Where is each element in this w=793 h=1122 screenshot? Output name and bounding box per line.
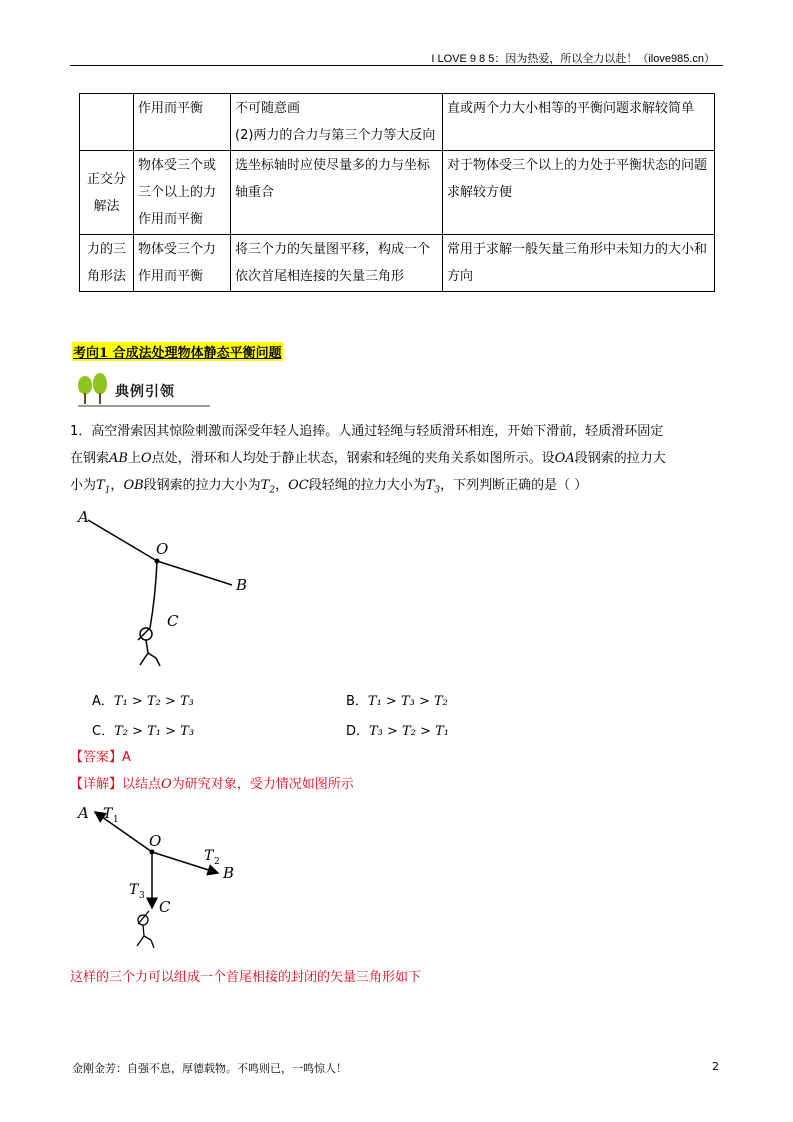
table-cell: 力的三角形法 — [80, 235, 134, 292]
math-symbol: O — [140, 451, 152, 466]
person-icon — [138, 628, 160, 666]
label-c: C — [159, 898, 171, 916]
math-symbol: OA — [554, 451, 575, 466]
math-symbol: OB — [123, 478, 144, 493]
page-header — [70, 46, 723, 66]
option-expression: T₃ > T₂ > T₁ — [369, 724, 449, 739]
option-d[interactable] — [346, 720, 449, 739]
header-text: I LOVE 9 8 5：因为热爱，所以全力以赴！（ilove985.cn） — [431, 53, 715, 65]
detail-label: 【详解】 — [70, 777, 123, 792]
answer-line — [70, 744, 722, 771]
table-cell: 将三个力的矢量图平移，构成一个依次首尾相连接的矢量三角形 — [231, 235, 443, 292]
table-cell: 常用于求解一般矢量三角形中未知力的大小和方向 — [443, 235, 715, 292]
question-line-1 — [70, 418, 722, 445]
question-text: 段钢索的拉力大小为 — [143, 478, 261, 493]
label-t3-sub: 3 — [139, 891, 145, 901]
cable-oa — [88, 520, 157, 561]
tree-icon — [78, 376, 92, 394]
label-c: C — [167, 612, 179, 630]
label-a: A — [78, 510, 89, 526]
table-cell: 物体受三个力作用而平衡 — [134, 235, 231, 292]
label-a: A — [78, 804, 89, 822]
node-o — [150, 850, 155, 855]
question-text: ， — [110, 478, 124, 493]
question-text: 在钢索 — [70, 451, 110, 466]
ring-o — [155, 559, 160, 564]
table-row — [80, 235, 715, 292]
table-cell: 直或两个力大小相等的平衡问题求解较简单 — [443, 94, 715, 151]
label-t1: T — [103, 806, 113, 822]
closing-line: 这样的三个力可以组成一个首尾相接的封闭的矢量三角形如下 — [70, 970, 422, 985]
option-a[interactable] — [92, 690, 194, 709]
math-subscript: 2 — [269, 485, 276, 496]
label-t2: T — [204, 848, 214, 864]
label-o: O — [149, 832, 162, 850]
question-text: 上 — [127, 451, 141, 466]
table-cell: 正交分解法 — [80, 151, 134, 235]
question-text: ， — [275, 478, 289, 493]
question-text: 点处，滑环和人均处于静止状态，钢索和轻绳的夹角关系如图所示。设 — [151, 451, 555, 466]
math-symbol: T — [425, 478, 435, 493]
label-t3: T — [129, 882, 139, 898]
math-subscript: 1 — [104, 485, 111, 496]
table-row — [80, 151, 715, 235]
math-symbol: T — [260, 478, 270, 493]
question-line-2 — [70, 445, 722, 472]
force-diagram — [70, 796, 270, 961]
detail-line — [70, 771, 722, 798]
answer-label: 【答案】 — [70, 750, 123, 765]
math-symbol: T — [96, 478, 105, 493]
question-text: ，下列判断正确的是（ ） — [440, 478, 588, 493]
question-text: 段钢索的拉力大 — [574, 451, 666, 466]
label-o: O — [156, 540, 169, 558]
option-b[interactable] — [346, 690, 448, 709]
option-c[interactable] — [92, 720, 194, 739]
question-text: 1．高空滑索因其惊险刺激而深受年轻人追捧。人通过轻绳与轻质滑环相连，开始下滑前，轻质滑环固定 — [70, 424, 664, 439]
math-symbol: OC — [288, 478, 309, 493]
answer-value: A — [122, 750, 131, 765]
option-expression: T₁ > T₂ > T₃ — [113, 694, 194, 709]
label-b: B — [223, 864, 235, 882]
footer-motto: 金刚金芳：自强不息，厚德载物。不鸣则已，一鸣惊人！ — [72, 1062, 347, 1075]
banner-title: 典例引领 — [115, 384, 175, 400]
zipline-figure — [70, 510, 280, 680]
table-cell: 物体受三个或三个以上的力作用而平衡 — [134, 151, 231, 235]
option-label: C． — [92, 724, 115, 739]
page-number: 2 — [712, 1060, 719, 1073]
question-text: 小为 — [70, 478, 97, 493]
option-label: D． — [346, 724, 370, 739]
math-symbol: AB — [109, 451, 128, 466]
table-cell — [231, 94, 443, 151]
tree-icon — [93, 373, 107, 394]
option-expression: T₁ > T₃ > T₂ — [367, 694, 448, 709]
cable-ob — [157, 561, 232, 585]
table-cell — [80, 94, 134, 151]
math-subscript: 3 — [434, 485, 441, 496]
tree-trunk — [99, 393, 101, 404]
detail-text: 以结点 — [122, 777, 162, 792]
person-icon — [137, 911, 154, 948]
label-b: B — [236, 576, 248, 594]
cell-line: (2)两力的合力与第三个力等大反向 — [235, 128, 436, 143]
question-line-3 — [70, 472, 722, 505]
label-t2-sub: 2 — [214, 857, 220, 867]
detail-text: 为研究对象，受力情况如图所示 — [171, 777, 354, 792]
table-cell: 选坐标轴时应使尽量多的力与坐标轴重合 — [231, 151, 443, 235]
topic-heading: 考向1 合成法处理物体静态平衡问题 — [72, 342, 283, 361]
table-cell: 作用而平衡 — [134, 94, 231, 151]
rope-oc — [150, 561, 157, 628]
label-t1-sub: 1 — [113, 815, 119, 825]
table-cell: 对于物体受三个以上的力处于平衡状态的问题求解较方便 — [443, 151, 715, 235]
option-expression: T₂ > T₁ > T₃ — [114, 724, 195, 739]
table-row — [80, 94, 715, 151]
question-text: 段轻绳的拉力大小为 — [308, 478, 426, 493]
tree-trunk — [84, 393, 86, 404]
methods-table — [79, 93, 715, 292]
option-label: B． — [346, 694, 368, 709]
option-label: A． — [92, 694, 114, 709]
banner-underline — [78, 405, 210, 407]
cell-line: 不可随意画 — [235, 101, 301, 116]
math-symbol: O — [161, 777, 172, 792]
